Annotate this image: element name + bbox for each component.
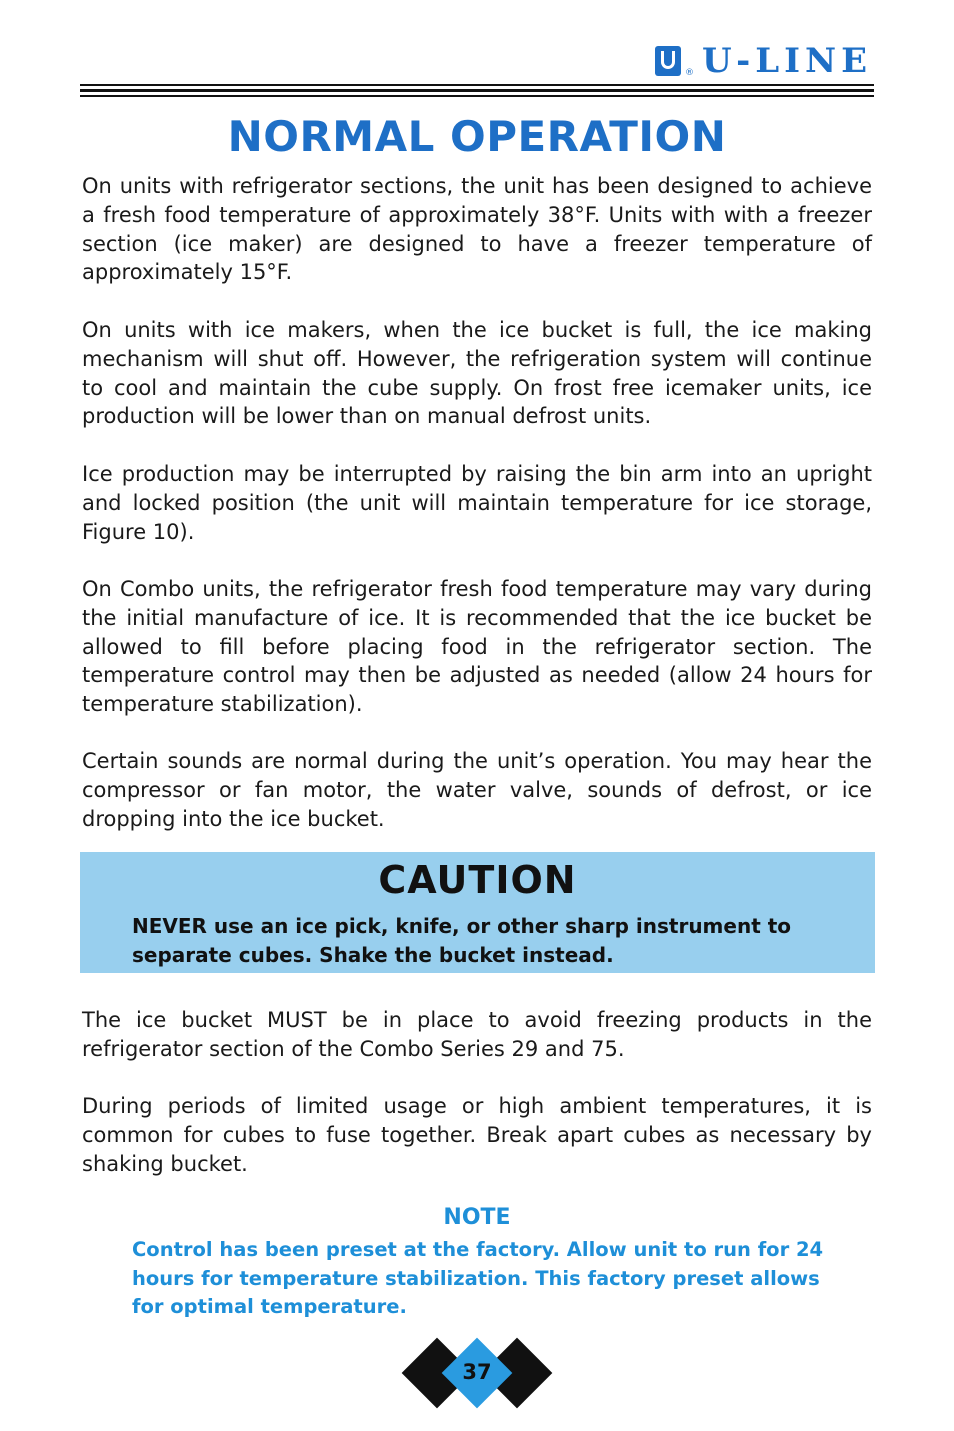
header-rule-bottom <box>80 95 874 97</box>
paragraph-fused-cubes: During periods of limited usage or high ambient temperatures, it is common for cubes to fuse together. Break apart cubes as necessary by shaking bucket. <box>82 1094 872 1176</box>
paragraph-ice-makers: On units with ice makers, when the ice bucket is full, the ice making mechanism will shut off. However, the refrigeration system will continue to cool and maintain the cube supply. On frost free icemaker units, ice production will be lower than on manual defrost units. <box>82 318 872 429</box>
brand-header <box>655 41 872 81</box>
note-text: Control has been preset at the factory. Allow unit to run for 24 hours for temperature stabilization. This factory preset allows for optimal temperature. <box>132 1238 824 1318</box>
page-number-marker <box>0 1338 954 1408</box>
paragraph-sounds: Certain sounds are normal during the unit’s operation. You may hear the compressor or fan motor, the water valve, sounds of defrost, or ice dropping into the ice bucket. <box>82 749 872 831</box>
caution-text: NEVER use an ice pick, knife, or other sharp instrument to separate cubes. Shake the bucket instead. <box>132 914 792 967</box>
paragraph-temperature: On units with refrigerator sections, the unit has been designed to achieve a fresh food temperature of approximately 38°F. Units with with a freezer section (ice maker) are designed to have a freezer temperature of approximately 15°F. <box>82 174 872 285</box>
paragraph-combo-units: On Combo units, the refrigerator fresh food temperature may vary during the initial manufacture of ice. It is recommended that the ice bucket be allowed to fill before placing food in the refrigerator section. The temperature control may then be adjusted as needed (allow 24 hours for temperature stabilization). <box>82 577 872 717</box>
page-number: 37 <box>462 1360 492 1384</box>
page-title: NORMAL OPERATION <box>227 112 727 161</box>
caution-box <box>80 852 875 973</box>
paragraph-ice-production: Ice production may be interrupted by raising the bin arm into an upright and locked position (the unit will maintain temperature for ice storage, Figure 10). <box>82 462 872 544</box>
u-line-logo-icon <box>655 46 681 76</box>
header-rule-middle <box>80 89 874 92</box>
registered-mark: ® <box>685 68 695 78</box>
note-title: NOTE <box>443 1205 511 1230</box>
paragraph-ice-bucket: The ice bucket MUST be in place to avoid freezing products in the refrigerator section of the Combo Series 29 and 75. <box>82 1008 872 1061</box>
caution-title: CAUTION <box>378 858 577 902</box>
header-rule-top <box>80 84 874 86</box>
brand-name: U-LINE <box>702 41 872 81</box>
